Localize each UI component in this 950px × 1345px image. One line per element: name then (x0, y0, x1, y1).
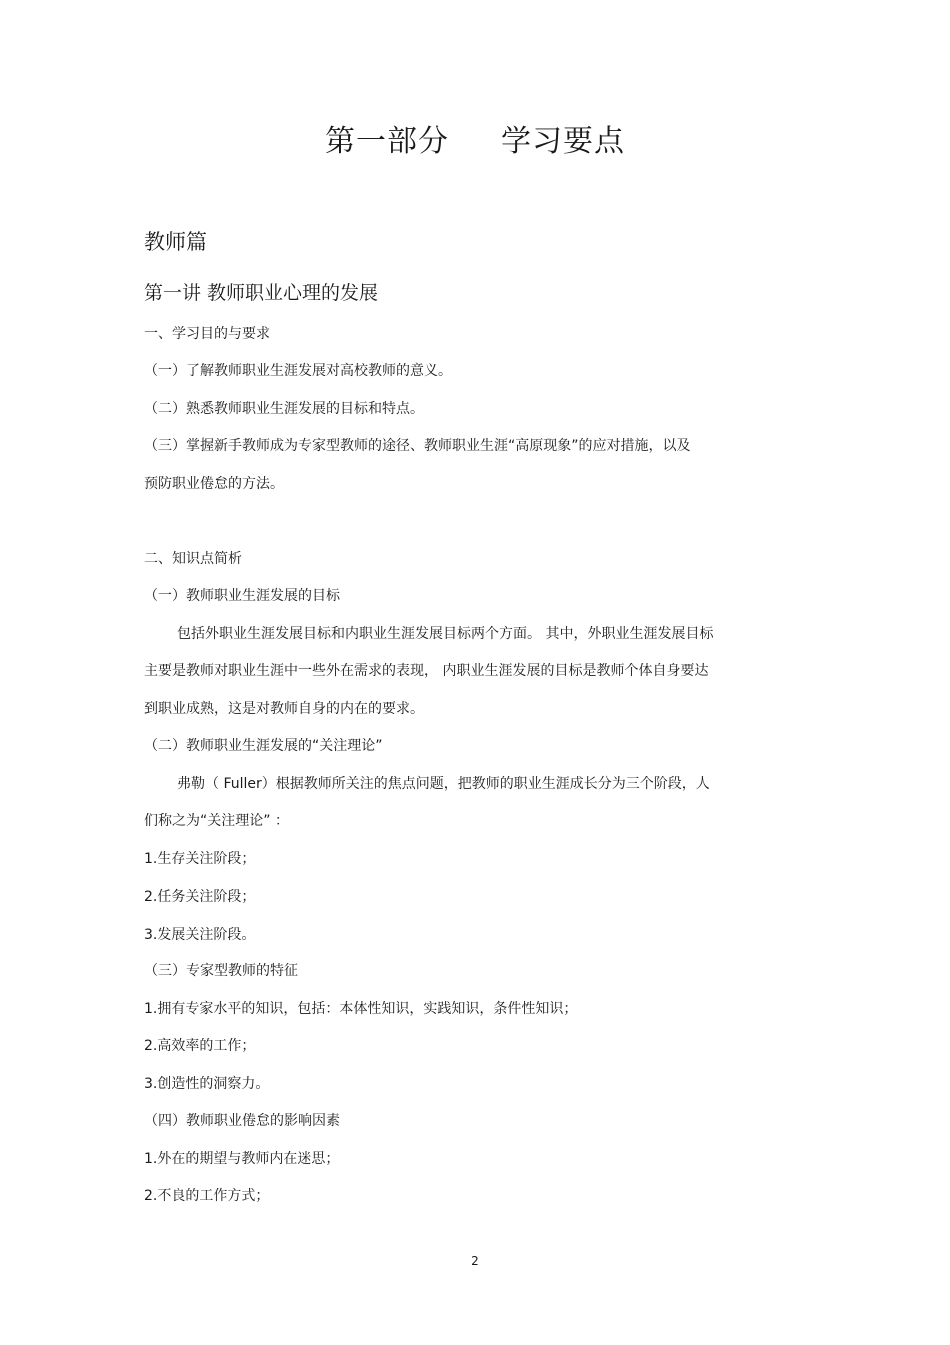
page-title (0, 124, 950, 160)
sub2-list-item: 2.任务关注阶段； (144, 889, 256, 905)
sub2-list-item: 1.生存关注阶段； (144, 851, 256, 867)
lecture-heading: 第一讲 教师职业心理的发展 (144, 282, 379, 304)
sub3-list-item: 1.拥有专家水平的知识，包括：本体性知识，实践知识，条件性知识； (144, 1001, 578, 1017)
part1-item: （三）掌握新手教师成为专家型教师的途径、教师职业生涯“高原现象”的应对措施，以及 (144, 438, 691, 454)
sub1-para-line: 包括外职业生涯发展目标和内职业生涯发展目标两个方面。 其中，外职业生涯发展目标 (177, 626, 714, 642)
part1-item: （二）熟悉教师职业生涯发展的目标和特点。 (144, 401, 424, 417)
sub4-list-item: 2.不良的工作方式； (144, 1188, 270, 1204)
part1-heading: 一、学习目的与要求 (144, 326, 270, 342)
sub1-para-line: 到职业成熟，这是对教师自身的内在的要求。 (144, 701, 424, 717)
sub3-list-item: 2.高效率的工作； (144, 1038, 256, 1054)
sub2-para-line: 弗勒（ Fuller）根据教师所关注的焦点问题，把教师的职业生涯成长分为三个阶段，人 (177, 776, 710, 792)
sub1-para-line: 主要是教师对职业生涯中一些外在需求的表现， 内职业生涯发展的目标是教师个体自身要达 (144, 663, 709, 679)
part1-item: 预防职业倦怠的方法。 (144, 476, 284, 492)
sub2-list-item: 3.发展关注阶段。 (144, 927, 256, 943)
sub3-list-item: 3.创造性的洞察力。 (144, 1076, 270, 1092)
page-number: 2 (471, 1254, 479, 1268)
part1-item: （一）了解教师职业生涯发展对高校教师的意义。 (144, 363, 452, 379)
title-left: 第一部分 (325, 124, 449, 159)
sub2-heading: （二）教师职业生涯发展的“关注理论” (144, 738, 383, 754)
sub3-heading: （三）专家型教师的特征 (144, 963, 298, 979)
section-heading: 教师篇 (144, 230, 207, 254)
sub2-para-line: 们称之为“关注理论” ： (144, 813, 289, 829)
part2-heading: 二、知识点简析 (144, 551, 242, 567)
title-right: 学习要点 (501, 124, 625, 159)
sub1-heading: （一）教师职业生涯发展的目标 (144, 588, 340, 604)
sub4-heading: （四）教师职业倦怠的影响因素 (144, 1113, 340, 1129)
sub4-list-item: 1.外在的期望与教师内在迷思； (144, 1151, 340, 1167)
